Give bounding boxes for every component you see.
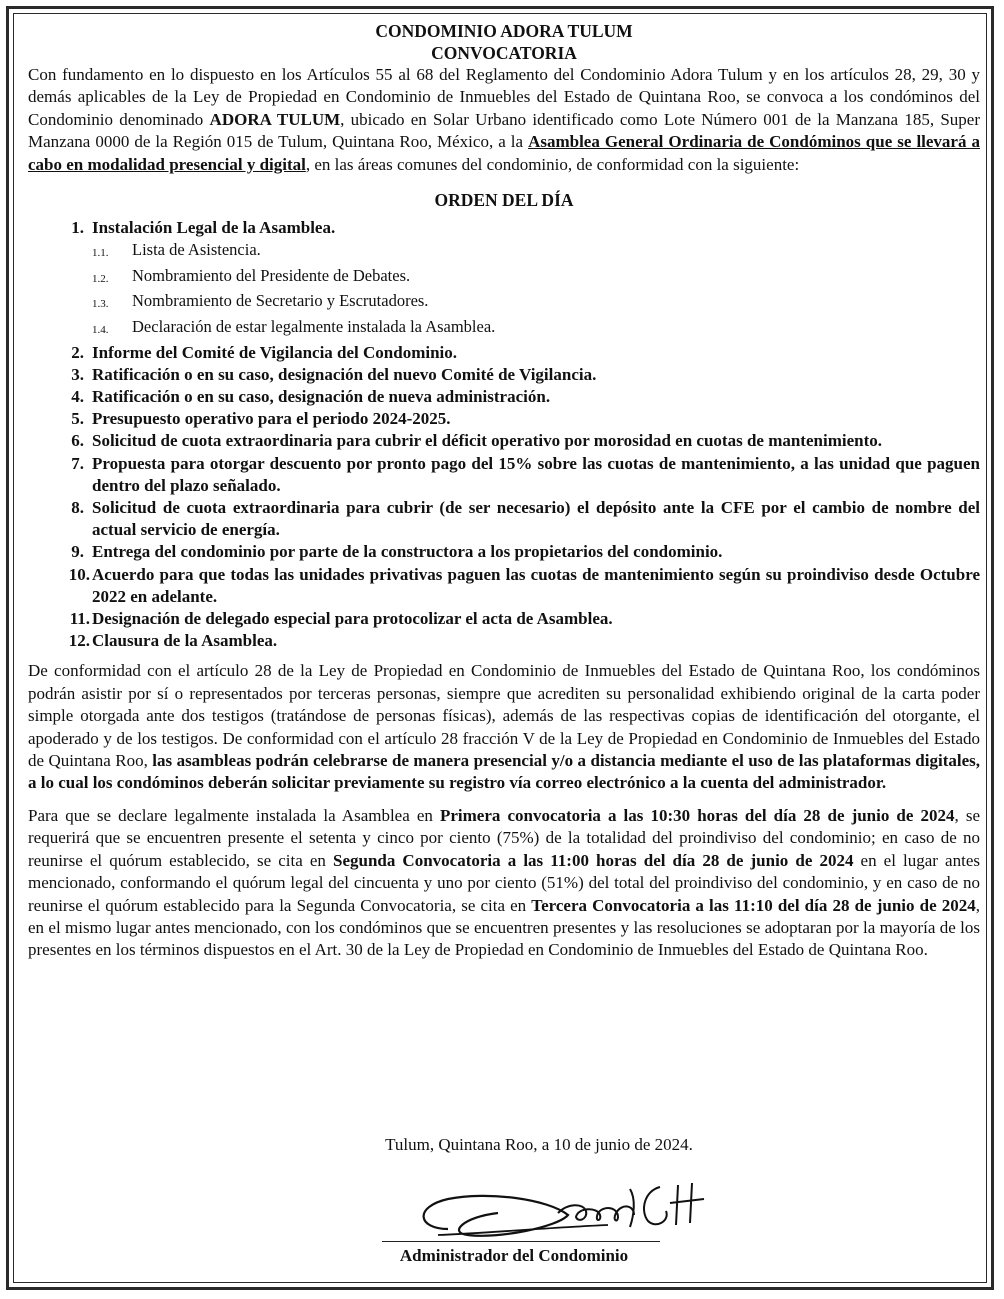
agenda-item-text: Ratificación o en su caso, designación de nueva administración. xyxy=(92,387,551,407)
agenda-item-number: 2. xyxy=(71,342,84,362)
agenda-subitem-text: Declaración de estar legalmente instalada la Asamblea. xyxy=(132,317,496,337)
agenda-item xyxy=(56,342,980,364)
agenda-subitem-text: Nombramiento de Secretario y Escrutadores. xyxy=(132,291,429,311)
quorum-text-1: Para que se declare legalmente instalada la Asamblea en xyxy=(28,805,440,825)
agenda-item-number: 10. xyxy=(68,564,90,584)
agenda-item-number: 1. xyxy=(71,218,84,238)
agenda-subitem-text: Lista de Asistencia. xyxy=(132,240,261,260)
agenda-item xyxy=(56,608,980,630)
agenda-item xyxy=(56,386,980,408)
agenda-item xyxy=(56,564,980,608)
agenda-subitem-number: 1.3. xyxy=(92,298,109,311)
agenda-subitems-wrapper xyxy=(28,239,980,341)
intro-text-3: , en las áreas comunes del condominio, de conformidad con la siguiente: xyxy=(305,154,800,174)
signature-block xyxy=(28,1135,980,1265)
handwritten-signature xyxy=(408,1177,718,1247)
agenda-list xyxy=(28,217,980,652)
agenda-item-number: 3. xyxy=(71,364,84,384)
agenda-item xyxy=(56,430,980,452)
agenda-subitem-number: 1.4. xyxy=(92,324,109,337)
agenda-subitem xyxy=(92,239,980,265)
agenda-subitem-text: Nombramiento del Presidente de Debates. xyxy=(132,265,411,285)
quorum-text-3: en el lugar antes mencionado, conformando el quórum legal del cincuenta y uno por ciento (51%) del total del proindiviso del condominio, y en caso de no reunirse el quórum establecido para la Segunda Convocatoria, se cita en xyxy=(28,850,980,915)
place-and-date: Tulum, Quintana Roo, a 10 de junio de 2024. xyxy=(385,1135,693,1154)
agenda-item xyxy=(56,541,980,563)
agenda-item-text: Instalación Legal de la Asamblea. xyxy=(92,218,336,238)
signer-title: Administrador del Condominio xyxy=(399,1246,629,1265)
agenda-item-number: 8. xyxy=(71,498,84,518)
agenda-item xyxy=(56,217,980,239)
agenda-item-text: Solicitud de cuota extraordinaria para cubrir el déficit operativo por morosidad en cuotas de mantenimiento. xyxy=(92,431,882,451)
intro-assembly-type: Asamblea General Ordinaria de Condóminos que se llevará a cabo en modalidad presencial y digital xyxy=(28,132,980,174)
intro-text-2: , ubicado en Solar Urbano identificado como Lote Número 001 de la Manzana 185, Super Manzana 0000 de la Región 015 de Tulum, Quintana Roo, México, a la xyxy=(28,109,980,152)
agenda-item-body xyxy=(92,217,980,239)
agenda-subitem xyxy=(92,265,980,291)
agenda-item-number: 9. xyxy=(71,542,84,562)
condominium-name: CONDOMINIO ADORA TULUM xyxy=(375,21,633,41)
agenda-item-number: 11. xyxy=(69,609,90,629)
agenda-item xyxy=(56,453,980,497)
document-title: CONVOCATORIA xyxy=(431,43,577,63)
agenda-subitem xyxy=(92,316,980,342)
agenda-item-text: Acuerdo para que todas las unidades privativas paguen las cuotas de mantenimiento según su proindiviso desde Octubre 2022 en adelante. xyxy=(92,564,980,606)
agenda-item-number: 12. xyxy=(68,631,90,651)
digital-modality-text: las asambleas podrán celebrarse de manera presencial y/o a distancia mediante el uso de las plataformas digitales, a lo cual los condóminos deberán solicitar previamente su registro vía correo electrónico a la cuenta del administrador. xyxy=(28,751,980,793)
second-call-time: Segunda Convocatoria a las 11:00 horas del día 28 de junio de 2024 xyxy=(332,850,854,870)
agenda-item-text: Solicitud de cuota extraordinaria para cubrir (de ser necesario) el depósito ante la CFE por el cambio de nombre del actual servicio de energía. xyxy=(92,498,980,540)
agenda-item-text: Presupuesto operativo para el periodo 2024-2025. xyxy=(92,409,451,429)
representation-text: De conformidad con el artículo 28 de la Ley de Propiedad en Condominio de Inmuebles del Estado de Quintana Roo, los condóminos podrán asistir por sí o representados por terceras personas, siempre que acrediten su personalidad exhibiendo original de la carta poder simple otorgada ante dos testigos (tratándose de personas físicas), además de las respectivas copias de identificación del otorgante, el apoderado y de los testigos. De conformidad con el artículo 28 fracción V de la Ley de Propiedad en Condominio de Inmuebles del Estado de Quintana Roo, xyxy=(28,661,980,771)
agenda-item-text: Ratificación o en su caso, designación del nuevo Comité de Vigilancia. xyxy=(92,364,597,384)
agenda-item xyxy=(56,630,980,652)
agenda-item xyxy=(56,408,980,430)
first-call-time: Primera convocatoria a las 10:30 horas del día 28 de junio de 2024 xyxy=(439,805,955,825)
agenda-item-number: 5. xyxy=(71,409,84,429)
agenda-sublist xyxy=(28,239,980,341)
quorum-text-4: , en el mismo lugar antes mencionado, con los condóminos que se encuentren presentes y las resoluciones se adoptaran por la mayoría de los presentes en los términos dispuestos en el Art. 30 de la Ley de Propiedad en Condominio de Inmuebles del Estado de Quintana Roo. xyxy=(28,895,980,960)
agenda-item-text: Clausura de la Asamblea. xyxy=(92,631,278,651)
intro-condo-name: ADORA TULUM xyxy=(209,109,341,129)
agenda-subitem-number: 1.2. xyxy=(92,272,109,285)
quorum-paragraph xyxy=(28,805,980,962)
agenda-item-text: Propuesta para otorgar descuento por pronto pago del 15% sobre las cuotas de mantenimiento, a las unidad que paguen dentro del plazo señalado. xyxy=(92,453,980,495)
agenda-subitem-number: 1.1. xyxy=(92,247,109,260)
agenda-item-number: 4. xyxy=(71,387,84,407)
agenda-item-text: Entrega del condominio por parte de la constructora a los propietarios del condominio. xyxy=(92,542,723,562)
document-body xyxy=(28,20,980,1265)
quorum-text-2: , se requerirá que se encuentren presente el setenta y cinco por ciento (75%) de la totalidad del proindiviso del condominio; en caso de no reunirse el quórum establecido, se cita en xyxy=(28,805,980,870)
agenda-item-number: 7. xyxy=(71,453,84,473)
representation-paragraph xyxy=(28,660,980,794)
third-call-time: Tercera Convocatoria a las 11:10 del día 28 de junio de 2024 xyxy=(531,895,976,915)
agenda-item-text: Informe del Comité de Vigilancia del Condominio. xyxy=(92,342,458,362)
intro-text-1: Con fundamento en lo dispuesto en los Artículos 55 al 68 del Reglamento del Condominio Adora Tulum y en los artículos 28, 29, 30 y demás aplicables de la Ley de Propiedad en Condominio de Inmuebles del Estado de Quintana Roo, se convoca a los condóminos del Condominio denominado xyxy=(28,65,980,129)
agenda-item-number: 6. xyxy=(71,431,84,451)
signature-line xyxy=(382,1241,660,1242)
intro-paragraph xyxy=(28,64,980,176)
agenda-title: ORDEN DEL DÍA xyxy=(434,190,574,211)
agenda-item-text: Designación de delegado especial para protocolizar el acta de Asamblea. xyxy=(92,609,613,629)
agenda-item xyxy=(56,364,980,386)
agenda-item xyxy=(56,497,980,541)
agenda-subitem xyxy=(92,290,980,316)
